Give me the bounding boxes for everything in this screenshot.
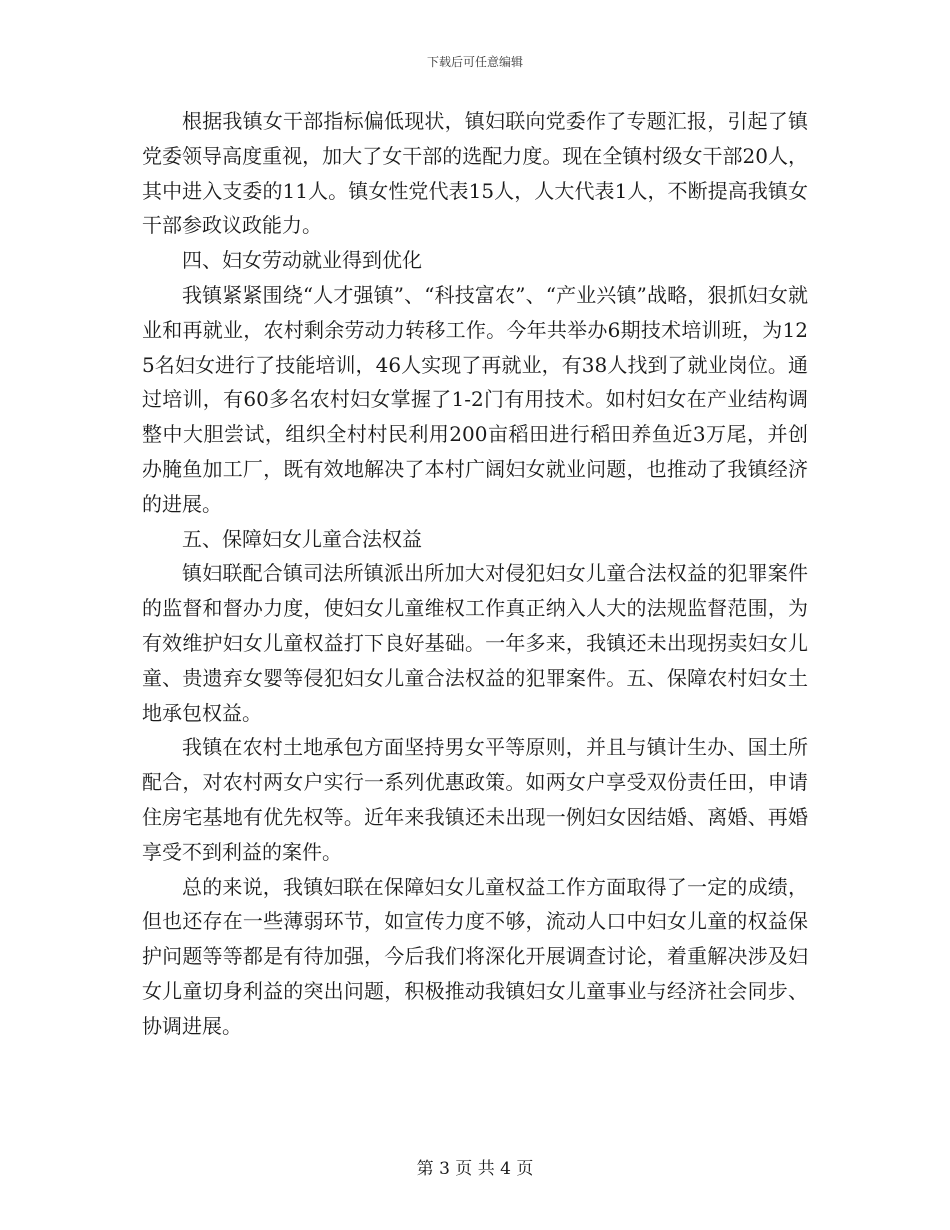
paragraph-summary: 总的来说，我镇妇联在保障妇女儿童权益工作方面取得了一定的成绩，但也还存在一些薄弱环节，如宣传力度不够，流动人口中妇女儿童的权益保护问题等等都是有待加强，今后我们将深化开展调查讨论，着重解决涉及妇女儿童切身利益的突出问题，积极推动我镇妇女儿童事业与经济社会同步、协调进展。 [142,874,808,1038]
paragraph-rights: 镇妇联配合镇司法所镇派出所加大对侵犯妇女儿童合法权益的犯罪案件的监督和督办力度，使妇女儿童维权工作真正纳入人大的法规监督范围，为有效维护妇女儿童权益打下良好基础。一年多来，我镇还未出现拐卖妇女儿童、贵遗弃女婴等侵犯妇女儿童合法权益的犯罪案件。五、保障农村妇女土地承包权益。 [142,561,808,725]
page-header: 下载后可任意编辑 [426,55,523,69]
document-body [142,104,808,1044]
paragraph-employment: 我镇紧紧围绕“人才强镇”、“科技富农”、“产业兴镇”战略，狠抓妇女就业和再就业，农村剩余劳动力转移工作。今年共举办6期技术培训班，为125名妇女进行了技能培训，46人实现了再就业，有38人找到了就业岗位。通过培训，有60多名农村妇女掌握了1-2门有用技术。如村妇女在产业结构调整中大胆尝试，组织全村村民利用200亩稻田进行稻田养鱼近3万尾，并创办腌鱼加工厂，既有效地解决了本村广阔妇女就业问题，也推动了我镇经济的进展。 [142,282,808,516]
section-heading-rights: 五、保障妇女儿童合法权益 [182,526,422,551]
section-heading-employment: 四、妇女劳动就业得到优化 [182,248,422,273]
page-footer: 第 3 页 共 4 页 [416,1159,534,1179]
paragraph-women-cadres: 根据我镇女干部指标偏低现状，镇妇联向党委作了专题汇报，引起了镇党委领导高度重视，加大了女干部的选配力度。现在全镇村级女干部20人，其中进入支委的11人。镇女性党代表15人，人大代表1人，不断提高我镇女干部参政议政能力。 [142,109,808,238]
paragraph-land-contract: 我镇在农村土地承包方面坚持男女平等原则，并且与镇计生办、国土所配合，对农村两女户实行一系列优惠政策。如两女户享受双份责任田，申请住房宅基地有优先权等。近年来我镇还未出现一例妇女因结婚、离婚、再婚享受不到利益的案件。 [142,735,808,864]
